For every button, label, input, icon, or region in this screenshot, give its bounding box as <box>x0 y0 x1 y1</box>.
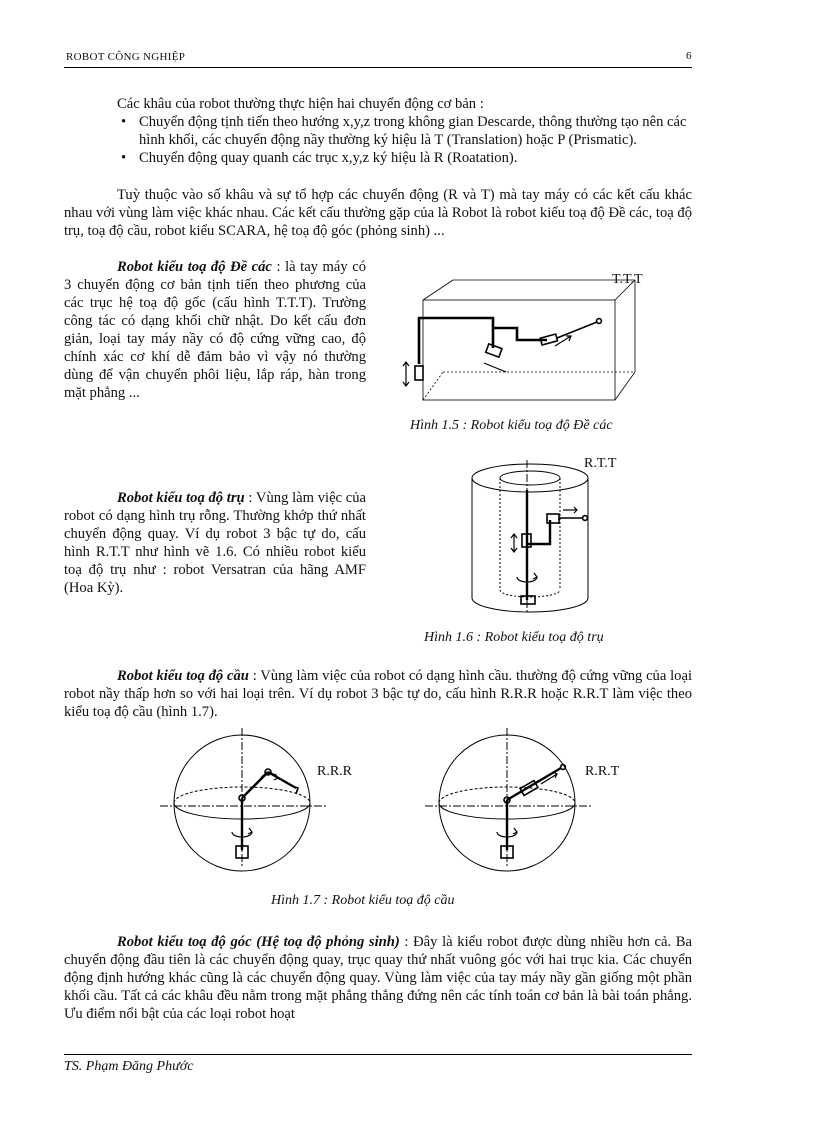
cartesian-term: Robot kiểu toạ độ Đề các <box>117 259 272 275</box>
figure-1-5-caption: Hình 1.5 : Robot kiểu toạ độ Đề các <box>410 418 613 433</box>
figure-1-6-caption: Hình 1.6 : Robot kiểu toạ độ trụ <box>424 630 604 645</box>
cylindrical-term: Robot kiểu toạ độ trụ <box>117 490 245 506</box>
figure-1-7-caption: Hình 1.7 : Robot kiểu toạ độ cầu <box>271 893 455 908</box>
footer-rule <box>64 1054 692 1055</box>
bullet-rotation: • Chuyển động quay quanh các trục x,y,z ký hiệu là R (Roatation). <box>117 149 692 167</box>
figure-1-5-cartesian-diagram <box>395 260 625 410</box>
motion-bullet-list <box>117 113 692 167</box>
running-header-title: ROBOT CÔNG NGHIỆP <box>66 51 186 63</box>
figure-1-7-rrr-diagram <box>160 728 330 888</box>
spherical-text: : Vùng làm việc của robot có dạng hình cầu. thường độ cứng vững của loại robot nầy thấp hơn so với hai loại trên. Ví dụ robot 3 bậc tự do, cấu hình R.R.R hoặc R.R.T làm việc theo kiểu toạ độ cầu (hình 1.7). <box>64 668 692 720</box>
figure-1-6-config-label: R.T.T <box>584 456 617 471</box>
figure-1-7-rrt-label: R.R.T <box>585 764 620 779</box>
footer-author: TS. Phạm Đăng Phước <box>64 1059 194 1074</box>
header-rule <box>64 67 692 68</box>
figure-1-5-config-label: T.T.T <box>612 272 643 287</box>
intro-lead: Các khâu của robot thường thực hiện hai chuyển động cơ bản : <box>117 96 484 112</box>
cartesian-text: : là tay máy có 3 chuyển động cơ bản tịnh tiến theo phương của các trục hệ toạ độ gốc (cấu hình T.T.T). Trường công tác có dạng khối chữ nhật. Do kết cấu đơn giản, loại tay máy nầy có độ cứng vững cao, độ chính xác cơ khí dễ đảm bảo vì vậy nó thường dùng để vận chuyển phôi liệu, lắp ráp, hàn trong mặt phẳng ... <box>64 259 366 401</box>
angular-text: : Đây là kiểu robot được dùng nhiều hơn cả. Ba chuyển động đầu tiên là các chuyển động quay, trục quay thứ nhất vuông góc với hai trục kia. Các chuyển động định hướng khác cũng là các chuyển động quay. Vùng làm việc của tay máy nầy gần giống một phần khối cầu. Tất cả các khâu đều nằm trong mặt phẳng thẳng đứng nên các tính toán cơ bản là bài toán phẳng. Ưu điểm nổi bật của các loại robot hoạt <box>64 934 692 1022</box>
figure-1-6-cylindrical-diagram <box>465 460 595 620</box>
cartesian-paragraph <box>64 258 366 402</box>
angular-term: Robot kiểu toạ độ góc (Hệ toạ độ phỏng sinh) <box>117 934 400 950</box>
cylindrical-text: : Vùng làm việc của robot có dạng hình trụ rỗng. Thường khớp thứ nhất chuyển động quay. Ví dụ robot 3 bậc tự do, cấu hình R.T.T như hình vẽ 1.6. Có nhiều robot kiểu toạ độ trụ như : robot Versatran của hãng AMF (Hoa Kỳ). <box>64 490 367 596</box>
figure-1-7-rrr-label: R.R.R <box>317 764 353 779</box>
intro-body: Tuỳ thuộc vào số khâu và sự tổ hợp các chuyển động (R và T) mà tay máy có các kết cấu khác nhau với vùng làm việc khác nhau. Các kết cấu thường gặp của là Robot là robot kiểu toạ độ Đề các, toạ độ trụ, toạ độ cầu, robot kiểu SCARA, hệ toạ độ góc (phỏng sinh) ... <box>64 187 692 239</box>
figure-1-7-rrt-diagram <box>425 728 595 888</box>
page-number: 6 <box>686 50 692 62</box>
cylindrical-paragraph <box>64 489 366 597</box>
angular-paragraph <box>64 933 692 1023</box>
spherical-paragraph <box>64 667 692 721</box>
bullet-translation: • Chuyển động tịnh tiến theo hướng x,y,z trong không gian Descarde, thông thường tạo nên các hình khối, các chuyển động nầy thường ký hiệu là T (Translation) hoặc P (Prismatic). <box>117 113 692 149</box>
spherical-term: Robot kiểu toạ độ cầu <box>117 668 249 684</box>
